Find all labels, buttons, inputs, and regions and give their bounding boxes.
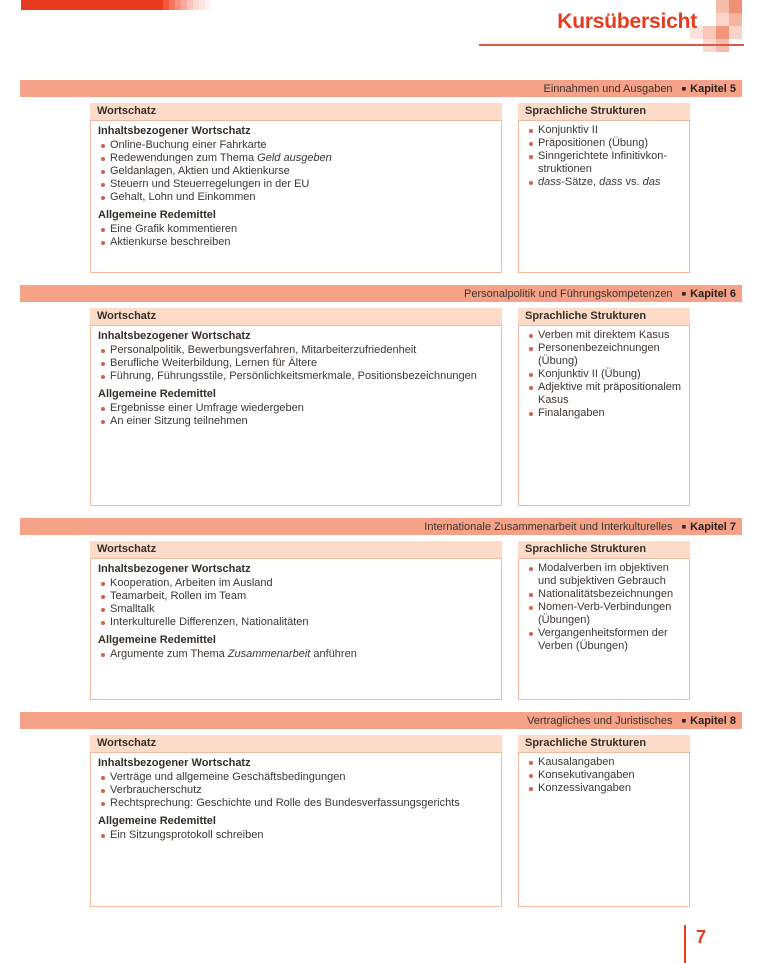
- chapter-title: Internationale Zusammenarbeit und Interkulturelles: [424, 521, 676, 533]
- bullet-item: Personenbezeichnungen (Übung): [526, 342, 685, 368]
- strukturen-heading: Sprachliche Strukturen: [518, 103, 690, 120]
- chapter-columns: [20, 541, 742, 700]
- bullet-item: Rechtsprechung: Geschichte und Rolle des Bundesverfassungsgerichts: [98, 797, 497, 810]
- chapter-columns: [20, 103, 742, 273]
- strukturen-list: [526, 124, 685, 189]
- group-heading: Allgemeine Redemittel: [98, 815, 216, 827]
- square-bullet-icon: ■: [681, 522, 687, 531]
- chapter-title: Einnahmen und Ausgaben: [543, 83, 676, 95]
- strukturen-column: [518, 735, 690, 907]
- bullet-item: Argumente zum Thema Zusammenarbeit anführen: [98, 648, 497, 661]
- bullet-item: Gehalt, Lohn und Einkommen: [98, 191, 497, 204]
- wortschatz-heading: Wortschatz: [90, 541, 502, 558]
- bullet-item: Adjektive mit präpositionalem Kasus: [526, 381, 685, 407]
- bullet-list: [98, 402, 497, 428]
- bullet-item: Redewendungen zum Thema Geld ausgeben: [98, 152, 497, 165]
- bullet-item: An einer Sitzung teilnehmen: [98, 415, 497, 428]
- chapter-header-bar: [20, 518, 742, 535]
- bullet-item: Finalangaben: [526, 407, 685, 420]
- bullet-item: Nationalitätsbezeichnungen: [526, 588, 685, 601]
- bullet-list: [98, 648, 497, 661]
- group-heading: Inhaltsbezogener Wortschatz: [98, 125, 251, 137]
- strukturen-heading: Sprachliche Strukturen: [518, 308, 690, 325]
- bullet-item: Steuern und Steuerregelungen in der EU: [98, 178, 497, 191]
- chapter-number: Kapitel 5: [690, 83, 736, 95]
- bullet-item: Verträge und allgemeine Geschäftsbedingungen: [98, 771, 497, 784]
- wortschatz-groups: [90, 752, 502, 907]
- wortschatz-column: [90, 308, 502, 506]
- group-heading: Allgemeine Redemittel: [98, 209, 216, 221]
- bullet-item: Online-Buchung einer Fahrkarte: [98, 139, 497, 152]
- chapter-section: [20, 285, 742, 506]
- wortschatz-groups: [90, 325, 502, 506]
- bullet-item: Sinngerichtete Infinitivkonstruktionen: [526, 150, 685, 176]
- strukturen-body: [518, 120, 690, 273]
- bullet-item: Eine Grafik kommentieren: [98, 223, 497, 236]
- bullet-item: Nomen-Verb-Verbindungen (Übungen): [526, 601, 685, 627]
- bullet-item: Personalpolitik, Bewerbungsverfahren, Mitarbeiterzufriedenheit: [98, 344, 497, 357]
- strukturen-column: [518, 541, 690, 700]
- strukturen-column: [518, 103, 690, 273]
- footer-rule: [684, 925, 686, 963]
- bullet-item: Aktienkurse beschreiben: [98, 236, 497, 249]
- top-edge-fade-bar-decoration: [21, 0, 211, 10]
- bullet-item: dass-Sätze, dass vs. das: [526, 176, 685, 189]
- bullet-item: Smalltalk: [98, 603, 497, 616]
- strukturen-heading: Sprachliche Strukturen: [518, 735, 690, 752]
- title-underline-rule: [479, 44, 744, 46]
- chapter-columns: [20, 735, 742, 907]
- wortschatz-column: [90, 735, 502, 907]
- square-bullet-icon: ■: [681, 289, 687, 298]
- chapter-section: [20, 80, 742, 273]
- chapter-columns: [20, 308, 742, 506]
- strukturen-body: [518, 752, 690, 907]
- bullet-item: Berufliche Weiterbildung, Lernen für Ältere: [98, 357, 497, 370]
- bullet-item: Interkulturelle Differenzen, Nationalitäten: [98, 616, 497, 629]
- chapter-header-bar: [20, 80, 742, 97]
- group-heading: Allgemeine Redemittel: [98, 634, 216, 646]
- wortschatz-heading: Wortschatz: [90, 308, 502, 325]
- bullet-list: [98, 577, 497, 629]
- bullet-item: Präpositionen (Übung): [526, 137, 685, 150]
- bullet-item: Modalverben im objektiven und subjektiven Gebrauch: [526, 562, 685, 588]
- square-bullet-icon: ■: [681, 84, 687, 93]
- group-heading: Inhaltsbezogener Wortschatz: [98, 330, 251, 342]
- bullet-item: Konjunktiv II (Übung): [526, 368, 685, 381]
- strukturen-body: [518, 325, 690, 506]
- chapter-title: Vertragliches und Juristisches: [527, 715, 676, 727]
- bullet-list: [98, 771, 497, 810]
- strukturen-column: [518, 308, 690, 506]
- chapter-header-bar: [20, 712, 742, 729]
- chapter-section: [20, 712, 742, 907]
- page-title: Kursübersicht: [557, 10, 697, 33]
- bullet-item: Teamarbeit, Rollen im Team: [98, 590, 497, 603]
- bullet-item: Konzessivangaben: [526, 782, 685, 795]
- bullet-list: [98, 139, 497, 204]
- bullet-item: Führung, Führungsstile, Persönlichkeitsmerkmale, Positionsbezeichnungen: [98, 370, 497, 383]
- strukturen-list: [526, 329, 685, 420]
- strukturen-list: [526, 562, 685, 653]
- wortschatz-heading: Wortschatz: [90, 735, 502, 752]
- wortschatz-groups: [90, 558, 502, 700]
- chapter-section: [20, 518, 742, 700]
- chapter-number: Kapitel 7: [690, 521, 736, 533]
- chapter-number: Kapitel 6: [690, 288, 736, 300]
- bullet-item: Geldanlagen, Aktien und Aktienkurse: [98, 165, 497, 178]
- group-heading: Allgemeine Redemittel: [98, 388, 216, 400]
- bullet-item: Verbraucherschutz: [98, 784, 497, 797]
- sections: [20, 80, 742, 919]
- group-heading: Inhaltsbezogener Wortschatz: [98, 757, 251, 769]
- bullet-list: [98, 223, 497, 249]
- wortschatz-groups: [90, 120, 502, 273]
- strukturen-body: [518, 558, 690, 700]
- group-heading: Inhaltsbezogener Wortschatz: [98, 563, 251, 575]
- page-number: 7: [696, 927, 707, 947]
- bullet-item: Vergangenheitsformen der Verben (Übungen): [526, 627, 685, 653]
- bullet-item: Konjunktiv II: [526, 124, 685, 137]
- strukturen-heading: Sprachliche Strukturen: [518, 541, 690, 558]
- wortschatz-column: [90, 541, 502, 700]
- bullet-item: Kooperation, Arbeiten im Ausland: [98, 577, 497, 590]
- wortschatz-heading: Wortschatz: [90, 103, 502, 120]
- chapter-header-bar: [20, 285, 742, 302]
- strukturen-list: [526, 756, 685, 795]
- bullet-item: Ein Sitzungsprotokoll schreiben: [98, 829, 497, 842]
- bullet-item: Konsekutivangaben: [526, 769, 685, 782]
- chapter-number: Kapitel 8: [690, 715, 736, 727]
- square-bullet-icon: ■: [681, 716, 687, 725]
- bullet-list: [98, 344, 497, 383]
- bullet-item: Kausalangaben: [526, 756, 685, 769]
- wortschatz-column: [90, 103, 502, 273]
- bullet-item: Ergebnisse einer Umfrage wiedergeben: [98, 402, 497, 415]
- chapter-title: Personalpolitik und Führungskompetenzen: [464, 288, 676, 300]
- bullet-list: [98, 829, 497, 842]
- bullet-item: Verben mit direktem Kasus: [526, 329, 685, 342]
